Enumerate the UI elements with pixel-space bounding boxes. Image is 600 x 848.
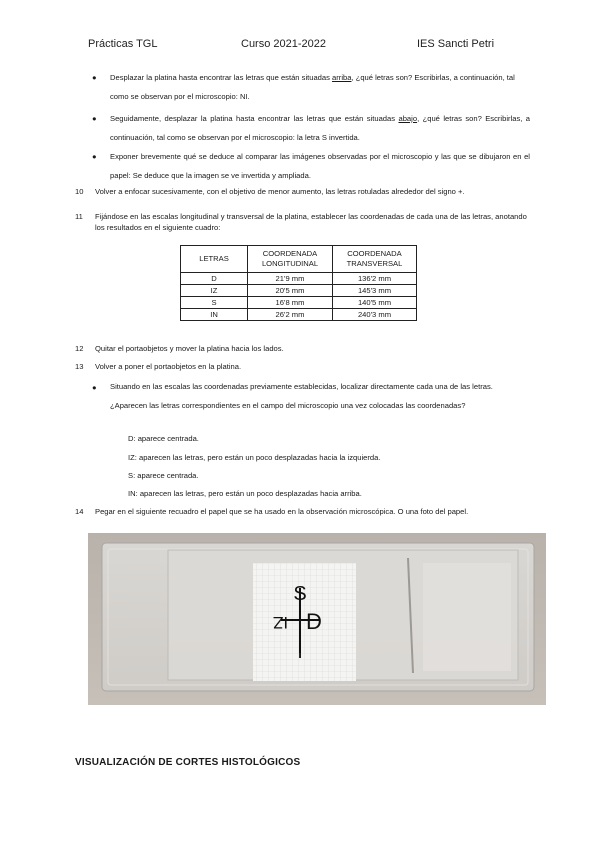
bullet-icon: ● — [92, 383, 97, 392]
mark-left: IZ — [273, 613, 289, 632]
answer-line: S: aparece centrada. — [128, 471, 199, 480]
mark-bottom: I — [297, 641, 303, 663]
answer-line: IZ: aparecen las letras, pero están un poco desplazadas hacia la izquierda. — [128, 453, 381, 462]
table-cell: 136'2 mm — [333, 273, 417, 285]
header-right: IES Sancti Petri — [417, 38, 495, 50]
item-number: 10 — [75, 187, 84, 196]
bullet-deduccion: Exponer brevemente qué se deduce al comparar las imágenes observadas por el microscopio y las que se dibujaron en el papel: Se deduce que la imagen se ve invertida y ampliada. — [110, 152, 530, 180]
item-number: 13 — [75, 362, 84, 371]
column-header: COORDENADA TRANSVERSAL — [333, 246, 417, 273]
item-number: 14 — [75, 507, 84, 516]
table-cell: D — [181, 273, 248, 285]
item-text: Quitar el portaobjetos y mover la platina hacia los lados. — [95, 344, 284, 353]
table-cell: IN — [181, 309, 248, 321]
bullet-icon: ● — [92, 152, 97, 161]
mark-right: D — [306, 609, 322, 634]
table-cell: S — [181, 297, 248, 309]
table-header-row — [181, 246, 417, 273]
item-number: 11 — [75, 212, 83, 221]
table-row — [181, 273, 417, 285]
item-text: Fijándose en las escalas longitudinal y transversal de la platina, establecer las coordenadas de cada una de las letras, anotando los resultados en el siguiente cuadro: — [95, 212, 527, 232]
answer-line: IN: aparecen las letras, pero están un poco desplazadas hacia arriba. — [128, 489, 362, 498]
section-title: VISUALIZACIÓN DE CORTES HISTOLÓGICOS — [75, 757, 301, 768]
table-cell: 140'5 mm — [333, 297, 417, 309]
item-text: Volver a poner el portaobjetos en la platina. — [95, 362, 242, 371]
table-cell: 20'5 mm — [248, 285, 333, 297]
bullet-arriba: Desplazar la platina hasta encontrar las letras que están situadas arriba, ¿qué letras son? Escribirlas, a continuación, tal como se observan por el microscopio: NI. — [110, 73, 515, 101]
bullet-coordenadas: Situando en las escalas las coordenadas previamente establecidas, localizar directamente cada una de las letras. ¿Aparecen las letras correspondientes en el campo del microscopio una vez colocadas las coordenadas? — [110, 382, 493, 410]
table-cell: 240'3 mm — [333, 309, 417, 321]
item-text: Volver a enfocar sucesivamente, con el objetivo de menor aumento, las letras rotuladas alrededor del signo +. — [95, 187, 465, 196]
mark-top: S — [293, 583, 307, 605]
column-header: COORDENADA LONGITUDINAL — [248, 246, 333, 273]
table-cell: 145'3 mm — [333, 285, 417, 297]
table-row — [181, 309, 417, 321]
bullet-abajo: Seguidamente, desplazar la platina hasta encontrar las letras que están situadas abajo, ¿qué letras son? Escribirlas, a continuación, tal como se observan por el microscopio: la letra S invertida. — [110, 114, 531, 142]
item-text: Pegar en el siguiente recuadro el papel que se ha usado en la observación microscópica. O una foto del papel. — [95, 507, 469, 516]
slide-photo — [88, 533, 546, 705]
table-row — [181, 297, 417, 309]
answer-line: D: aparece centrada. — [128, 434, 199, 443]
bullet-icon: ● — [92, 114, 97, 123]
column-header: LETRAS — [181, 246, 248, 273]
header-left: Prácticas TGL — [88, 38, 158, 50]
item-number: 12 — [75, 344, 84, 353]
slide-photo-drawing — [88, 533, 546, 705]
table-cell: IZ — [181, 285, 248, 297]
header-center: Curso 2021-2022 — [241, 38, 327, 50]
table-cell: 21'9 mm — [248, 273, 333, 285]
table-cell: 26'2 mm — [248, 309, 333, 321]
coordinates-table — [180, 245, 417, 321]
table-row — [181, 285, 417, 297]
table-cell: 16'8 mm — [248, 297, 333, 309]
bullet-icon: ● — [92, 73, 97, 82]
